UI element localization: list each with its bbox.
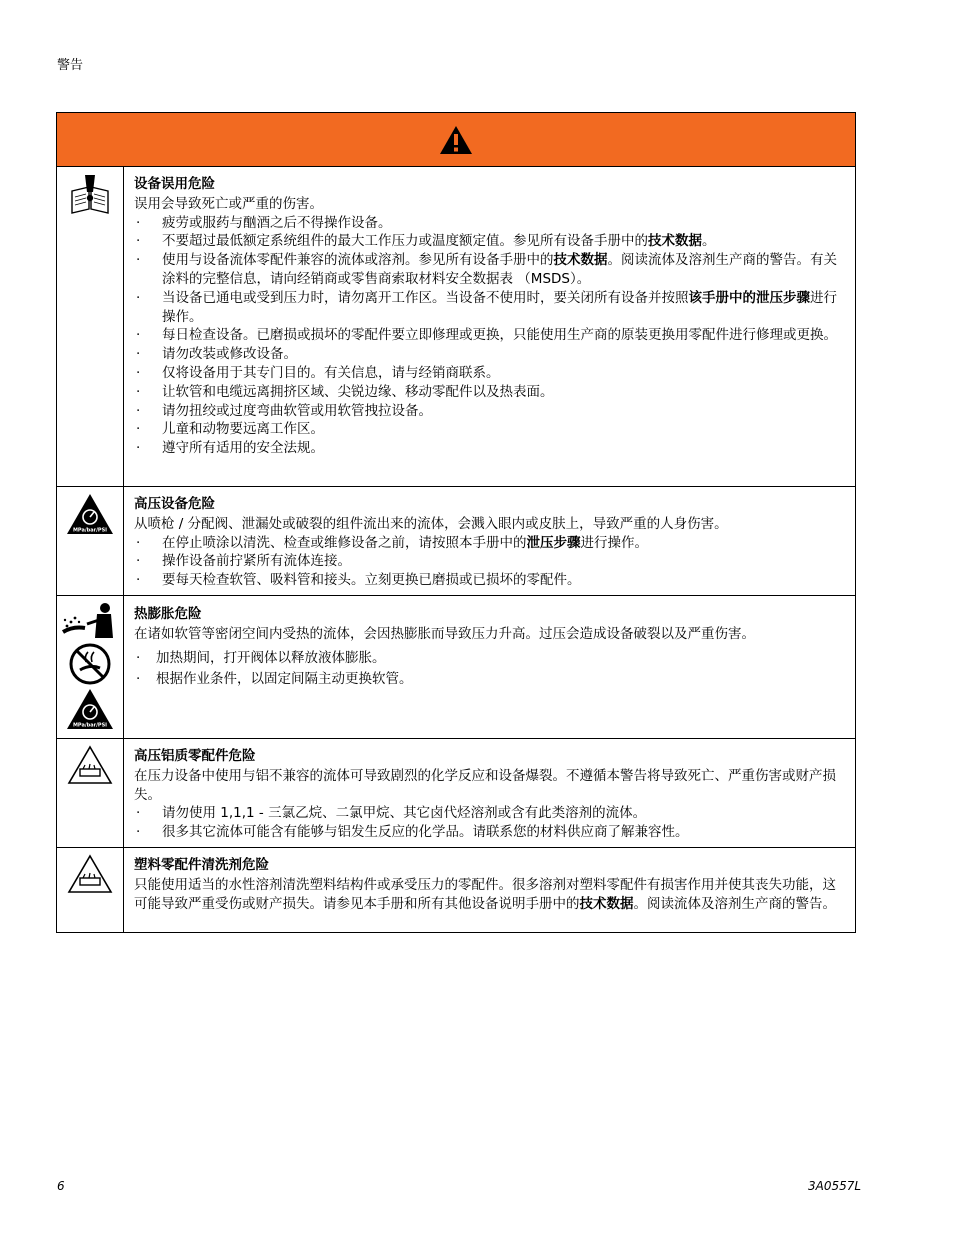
bullet-item: · 使用与设备流体零配件兼容的流体或溶剂。参见所有设备手册中的技术数据。阅读流体及溶剂生产商的警告。有关涂料的完整信息，请向经销商或零售商索取材料安全数据表 （MSDS）。 (134, 251, 847, 289)
warning-row-pressurized-equipment (57, 487, 855, 596)
bullet-item: · 加热期间，打开阀体以释放液体膨胀。 (134, 649, 847, 668)
bullet-item: · 根据作业条件，以固定间隔主动更换软管。 (134, 670, 847, 689)
chemical-reaction-icon (67, 745, 113, 785)
bullet-item: · 仅将设备用于其专门目的。有关信息，请与经销商联系。 (134, 364, 847, 383)
warning-body: 只能使用适当的水性溶剂清洗塑料结构件或承受压力的零配件。很多溶剂对塑料零配件有损害作用并使其丧失功能，这可能导致严重受伤或财产损失。请参见本手册和所有其他设备说明手册中的技术数据。阅读流体及溶剂生产商的警告。 (134, 876, 836, 912)
warning-triangle-icon (439, 125, 473, 155)
svg-text:MPa/bar/PSI: MPa/bar/PSI (72, 527, 108, 534)
warning-intro: 从喷枪 / 分配阀、泄漏处或破裂的组件流出来的流体，会溅入眼内或皮肤上，导致严重的人身伤害。 (134, 515, 728, 532)
warning-row-plastic-solvent (57, 848, 855, 932)
icon-cell (57, 596, 124, 738)
bullet-item: · 要每天检查软管、吸料管和接头。立刻更换已磨损或已损坏的零配件。 (134, 571, 847, 590)
bullet-item: · 请勿使用 1,1,1 - 三氯乙烷、二氯甲烷、其它卤代烃溶剂或含有此类溶剂的流体。 (134, 804, 847, 823)
warning-table (56, 112, 856, 933)
bullet-item: · 在停止喷涂以清洗、检查或维修设备之前，请按照本手册中的泄压步骤进行操作。 (134, 534, 847, 553)
warning-intro: 误用会导致死亡或严重的伤害。 (134, 195, 323, 212)
chemical-reaction-icon (67, 854, 113, 894)
warning-text (124, 739, 855, 847)
warning-text (124, 848, 855, 932)
warning-title: 设备误用危险 (134, 176, 215, 192)
bullet-item: · 请勿扭绞或过度弯曲软管或用软管拽拉设备。 (134, 402, 847, 421)
warning-intro: 在诸如软管等密闭空间内受热的流体，会因热膨胀而导致压力升高。过压会造成设备破裂以及严重伤害。 (134, 625, 755, 642)
warning-bullet-list (134, 534, 847, 590)
warning-title: 高压设备危险 (134, 496, 215, 512)
bullet-item: · 很多其它流体可能含有能够与铝发生反应的化学品。请联系您的材料供应商了解兼容性。 (134, 823, 847, 842)
icon-cell (57, 848, 124, 932)
bullet-item: · 当设备已通电或受到压力时，请勿离开工作区。当设备不使用时，要关闭所有设备并按照该手册中的泄压步骤进行操作。 (134, 289, 847, 327)
warning-row-equipment-misuse (57, 167, 855, 487)
bullet-item: · 请勿改装或修改设备。 (134, 345, 847, 364)
icon-cell (57, 487, 124, 595)
page-header-title: 警告 (57, 58, 84, 73)
document-number: 3A0557L (808, 1179, 862, 1193)
icon-cell (57, 739, 124, 847)
bullet-item: · 遵守所有适用的安全法规。 (134, 439, 847, 458)
burst-hose-icon (61, 600, 119, 640)
svg-text:MPa/bar/PSI: MPa/bar/PSI (72, 722, 108, 729)
bullet-item: · 每日检查设备。已磨损或损坏的零配件要立即修理或更换，只能使用生产商的原装更换用零配件进行修理或更换。 (134, 326, 847, 345)
warning-bullet-list (134, 649, 847, 690)
warning-bullet-list (134, 804, 847, 842)
warning-title: 高压铝质零配件危险 (134, 748, 256, 764)
bullet-item: · 儿童和动物要远离工作区。 (134, 420, 847, 439)
warning-bullet-list (134, 214, 847, 458)
bullet-item: · 操作设备前拧紧所有流体连接。 (134, 552, 847, 571)
warning-title: 塑料零配件清洗剂危险 (134, 857, 269, 873)
page-number: 6 (57, 1179, 65, 1193)
read-manual-icon (68, 173, 112, 215)
warning-row-thermal-expansion (57, 596, 855, 739)
warning-row-aluminum-parts (57, 739, 855, 848)
warning-title: 热膨胀危险 (134, 606, 202, 622)
pressure-hazard-icon (66, 688, 114, 730)
warning-banner (57, 113, 855, 167)
warning-text (124, 487, 855, 595)
icon-cell (57, 167, 124, 486)
bullet-item: · 让软管和电缆远离拥挤区域、尖锐边缘、移动零配件以及热表面。 (134, 383, 847, 402)
bullet-item: · 不要超过最低额定系统组件的最大工作压力或温度额定值。参见所有设备手册中的技术数据。 (134, 232, 847, 251)
no-heat-icon (68, 642, 112, 686)
warning-text (124, 167, 855, 486)
bullet-item: · 疲劳或服药与酗酒之后不得操作设备。 (134, 214, 847, 233)
warning-intro: 在压力设备中使用与铝不兼容的流体可导致剧烈的化学反应和设备爆裂。不遵循本警告将导致死亡、严重伤害或财产损失。 (134, 767, 836, 803)
warning-text (124, 596, 855, 738)
pressure-hazard-icon (66, 493, 114, 535)
